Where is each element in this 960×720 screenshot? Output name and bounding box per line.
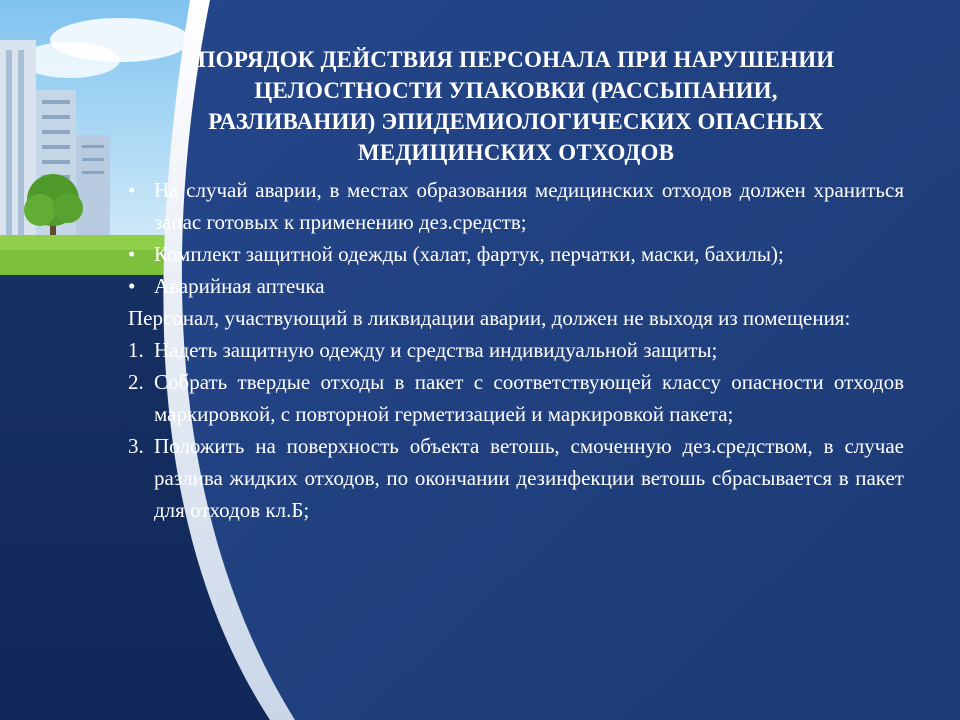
title-line: ПОРЯДОК ДЕЙСТВИЯ ПЕРСОНАЛА ПРИ НАРУШЕНИИ [197,47,835,72]
bullet-marker: • [128,242,136,266]
bullet-item [128,174,904,238]
title-line: ЦЕЛОСТНОСТИ УПАКОВКИ (РАССЫПАНИИ, [254,78,778,103]
bullet-text: Комплект защитной одежды (халат, фартук, перчатки, маски, бахилы); [154,242,784,266]
bullet-text: Аварийная аптечка [154,274,325,298]
slide-title [128,44,904,168]
bullet-marker: • [128,274,136,298]
title-line: МЕДИЦИНСКИХ ОТХОДОВ [357,140,675,165]
bullet-marker: • [128,178,136,202]
numbered-item [128,366,904,430]
bullet-item [128,270,904,302]
slide-content [128,44,904,526]
numbered-item [128,430,904,526]
item-number: 1. [128,338,144,362]
numbered-item [128,334,904,366]
item-text: Надеть защитную одежду и средства индивидуальной защиты; [154,338,718,362]
item-text: Положить на поверхность объекта ветошь, смоченную дез.средством, в случае разлива жидких отходов, по окончании дезинфекции ветошь сбрасывается в пакет для отходов кл.Б; [154,434,904,522]
bullet-text: На случай аварии, в местах образования медицинских отходов должен храниться запас готовых к применению дез.средств; [154,178,904,234]
item-text: Собрать твердые отходы в пакет с соответствующей классу опасности отходов маркировкой, с повторной герметизацией и маркировкой пакета; [154,370,904,426]
bullet-item [128,238,904,270]
item-number: 3. [128,434,144,458]
title-line: РАЗЛИВАНИИ) ЭПИДЕМИОЛОГИЧЕСКИХ ОПАСНЫХ [208,109,824,134]
intro-paragraph: Персонал, участвующий в ликвидации аварии, должен не выходя из помещения: [128,306,851,330]
item-number: 2. [128,370,144,394]
